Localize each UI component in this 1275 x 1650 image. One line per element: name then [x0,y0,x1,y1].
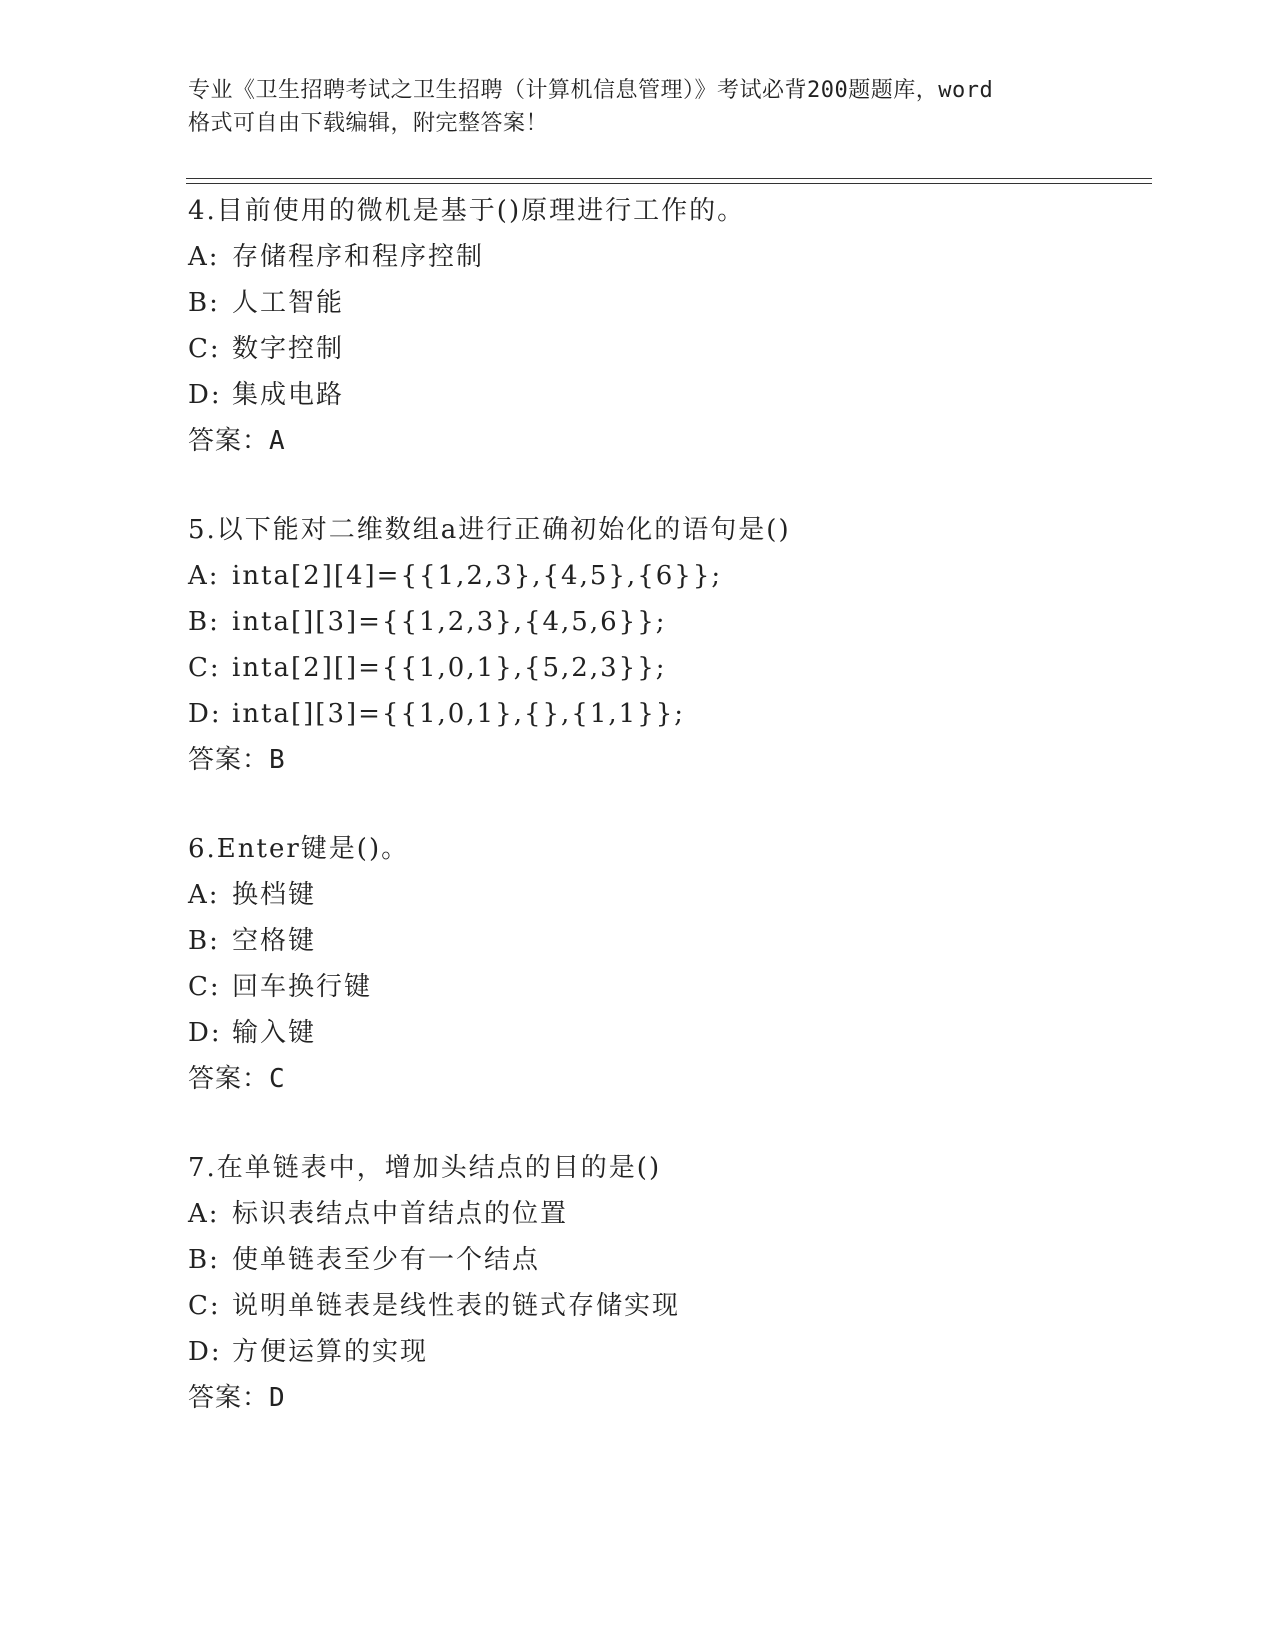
option-letter: D: [188,1337,222,1367]
option-text: inta[2][4]={{1,2,3},{4,5},{6}}; [232,561,723,591]
option-letter: B: [188,1245,220,1275]
question-block [188,826,1128,1102]
option-a [188,234,1128,280]
answer-line: 答案：B [188,745,286,775]
option-text: 输入键 [232,1018,317,1048]
option-letter: D: [188,699,222,729]
question-stem: 4.目前使用的微机是基于()原理进行工作的。 [188,196,746,226]
question-block [188,507,1128,783]
option-b [188,280,1128,326]
option-text: 方便运算的实现 [232,1337,429,1367]
option-a [188,872,1128,918]
option-text: 人工智能 [232,288,345,318]
option-b [188,599,1128,645]
option-letter: B: [188,926,220,956]
option-c [188,326,1128,372]
header-divider-top [186,178,1152,179]
question-list [188,188,1128,1464]
option-text: 标识表结点中首结点的位置 [232,1199,569,1229]
option-text: 换档键 [232,880,317,910]
option-text: inta[][3]={{1,0,1},{},{1,1}}; [232,699,686,729]
question-block [188,1145,1128,1421]
option-d [188,691,1128,737]
option-b [188,1237,1128,1283]
option-c [188,645,1128,691]
option-text: inta[][3]={{1,2,3},{4,5,6}}; [232,607,667,637]
option-c [188,1283,1128,1329]
option-text: 说明单链表是线性表的链式存储实现 [232,1291,681,1321]
option-text: 集成电路 [232,380,345,410]
option-letter: C: [188,972,221,1002]
option-letter: A: [188,880,220,910]
document-header [188,74,1088,140]
option-d [188,372,1128,418]
option-letter: C: [188,1291,221,1321]
option-letter: C: [188,334,221,364]
option-c [188,964,1128,1010]
option-text: 存储程序和程序控制 [232,242,485,272]
question-stem: 6.Enter键是()。 [188,834,410,864]
option-text: 回车换行键 [232,972,373,1002]
option-text: 空格键 [232,926,317,956]
question-stem: 7.在单链表中，增加头结点的目的是() [188,1153,662,1183]
option-letter: B: [188,288,220,318]
header-line-2: 格式可自由下载编辑，附完整答案！ [188,111,549,136]
option-a [188,553,1128,599]
option-text: inta[2][]={{1,0,1},{5,2,3}}; [232,653,667,683]
option-d [188,1010,1128,1056]
option-letter: B: [188,607,220,637]
option-text: 使单链表至少有一个结点 [232,1245,541,1275]
option-letter: D: [188,1018,222,1048]
option-d [188,1329,1128,1375]
answer-line: 答案：C [188,1064,286,1094]
option-letter: C: [188,653,221,683]
header-divider-bottom [186,183,1152,184]
option-letter: D: [188,380,222,410]
option-letter: A: [188,1199,220,1229]
answer-line: 答案：D [188,1383,286,1413]
option-a [188,1191,1128,1237]
header-line-1: 专业《卫生招聘考试之卫生招聘（计算机信息管理）》考试必背200题题库，word [188,78,994,103]
option-b [188,918,1128,964]
option-letter: A: [188,561,220,591]
answer-line: 答案：A [188,426,286,456]
option-text: 数字控制 [232,334,345,364]
question-stem: 5.以下能对二维数组a进行正确初始化的语句是() [188,515,791,545]
question-block [188,188,1128,464]
option-letter: A: [188,242,220,272]
